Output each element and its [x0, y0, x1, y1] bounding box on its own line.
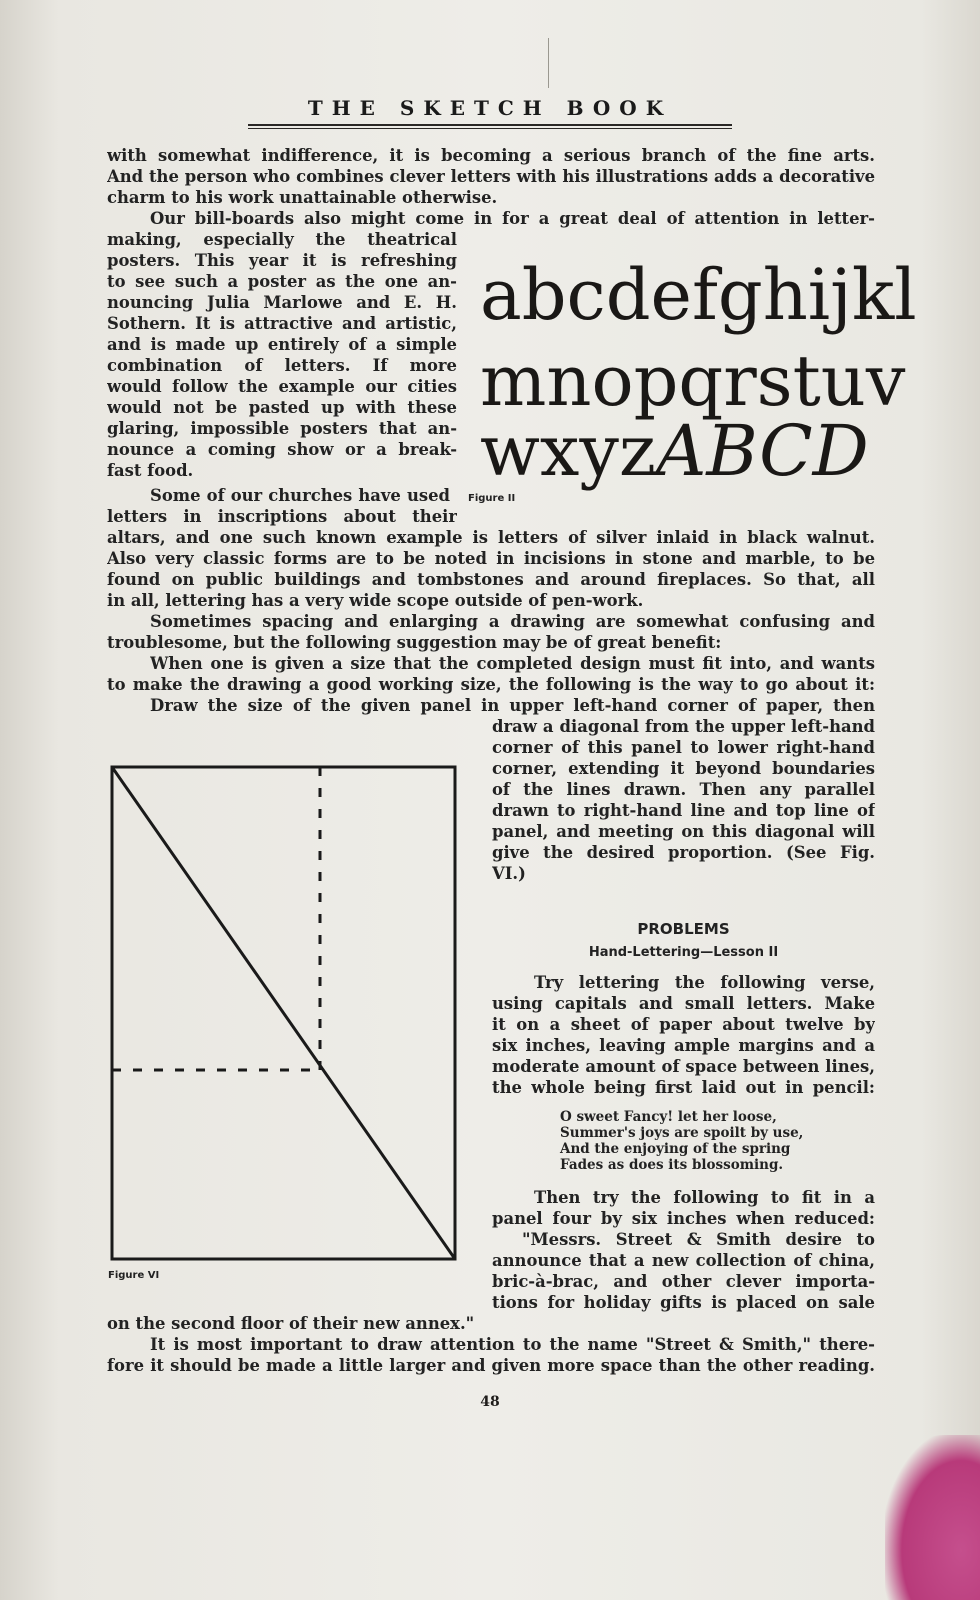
- text-line: would not be pasted up with these: [107, 398, 457, 417]
- text-line: Also very classic forms are to be noted in incisions in stone and marble, to be: [107, 549, 875, 568]
- figure-2-caption: Figure II: [468, 493, 516, 504]
- text-line: with somewhat indifference, it is becoming a serious branch of the fine arts.: [107, 146, 875, 165]
- text-line: Draw the size of the given panel in upper left-hand corner of paper, then: [150, 696, 875, 715]
- text-line: would follow the example our cities: [107, 377, 457, 396]
- alphabet-italic-caps: ABCD: [655, 410, 869, 492]
- text-line: it on a sheet of paper about twelve by: [492, 1015, 875, 1034]
- text-line: moderate amount of space between lines,: [492, 1057, 875, 1076]
- text-line: in all, lettering has a very wide scope outside of pen-work.: [107, 591, 644, 610]
- text-line: posters. This year it is refreshing: [107, 251, 457, 270]
- text-line: charm to his work unattainable otherwise.: [107, 188, 498, 207]
- figure-6-caption: Figure VI: [108, 1270, 160, 1281]
- text-line: using capitals and small letters. Make: [492, 994, 875, 1013]
- text-line: nounce a coming show or a break-: [107, 440, 457, 459]
- text-line: drawn to right-hand line and top line of: [492, 801, 875, 820]
- figure-6-diagram: [110, 765, 460, 1265]
- text-line: of the lines drawn. Then any parallel: [492, 780, 875, 799]
- text-line: Try lettering the following verse,: [534, 973, 875, 992]
- text-line: found on public buildings and tombstones and around fireplaces. So that, all: [107, 570, 875, 589]
- text-line: glaring, impossible posters that an-: [107, 419, 457, 438]
- text-line: to see such a poster as the one an-: [107, 272, 457, 291]
- poem-line: O sweet Fancy! let her loose,: [560, 1109, 777, 1125]
- text-line: six inches, leaving ample margins and a: [492, 1036, 875, 1055]
- alphabet-lowercase-end: wxyz: [480, 410, 656, 492]
- header-rule: [248, 124, 732, 126]
- header-rule-thin: [248, 128, 732, 129]
- binding-mark: [548, 38, 549, 88]
- text-line: And the person who combines clever letters with his illustrations adds a decorative: [107, 167, 875, 186]
- problems-subheading: Hand-Lettering—Lesson II: [588, 945, 779, 960]
- text-line: making, especially the theatrical: [107, 230, 457, 249]
- text-line: letters in inscriptions about their: [107, 507, 457, 526]
- text-line: altars, and one such known example is letters of silver inlaid in black walnut.: [107, 528, 875, 547]
- text-line: "Messrs. Street & Smith desire to: [522, 1230, 875, 1249]
- poem-line: Fades as does its blossoming.: [560, 1157, 784, 1173]
- text-line: nouncing Julia Marlowe and E. H.: [107, 293, 457, 312]
- text-line: fore it should be made a little larger and given more space than the other reading.: [107, 1356, 875, 1375]
- text-line: Sothern. It is attractive and artistic,: [107, 314, 457, 333]
- text-line: announce that a new collection of china,: [492, 1251, 875, 1270]
- text-line: the whole being first laid out in pencil:: [492, 1078, 875, 1097]
- text-line: bric-à-brac, and other clever importa-: [492, 1272, 875, 1291]
- text-line: Then try the following to fit in a: [534, 1188, 875, 1207]
- text-line: VI.): [492, 864, 526, 883]
- text-line: to make the drawing a good working size, the following is the way to go about it:: [107, 675, 875, 694]
- problems-heading: PROBLEMS: [637, 920, 730, 938]
- page-number: 48: [480, 1394, 500, 1410]
- running-header: THE SKETCH BOOK: [307, 96, 673, 120]
- poem-line: Summer's joys are spoilt by use,: [560, 1125, 804, 1141]
- text-line: Some of our churches have used: [150, 486, 450, 505]
- alphabet-line-1: abcdefghijkl: [480, 254, 917, 336]
- text-line: Sometimes spacing and enlarging a drawing are somewhat confusing and: [150, 612, 875, 631]
- text-line: troublesome, but the following suggestion may be of great benefit:: [107, 633, 722, 652]
- text-line: fast food.: [107, 461, 194, 480]
- text-line: corner of this panel to lower right-hand: [492, 738, 875, 757]
- text-line: on the second floor of their new annex.": [107, 1314, 475, 1333]
- text-line: panel, and meeting on this diagonal will: [492, 822, 875, 841]
- text-line: Our bill-boards also might come in for a great deal of attention in letter-: [150, 209, 875, 228]
- text-line: combination of letters. If more: [107, 356, 457, 375]
- alphabet-line-2: mnopqrstuv: [480, 340, 906, 422]
- text-line: When one is given a size that the completed design must fit into, and wants: [150, 654, 875, 673]
- text-line: draw a diagonal from the upper left-hand: [492, 717, 875, 736]
- text-line: tions for holiday gifts is placed on sale: [492, 1293, 875, 1312]
- alphabet-line-3: [480, 408, 880, 494]
- text-line: It is most important to draw attention to the name "Street & Smith," there-: [150, 1335, 875, 1354]
- text-line: give the desired proportion. (See Fig.: [492, 843, 875, 862]
- text-line: corner, extending it beyond boundaries: [492, 759, 875, 778]
- poem-line: And the enjoying of the spring: [560, 1141, 791, 1157]
- text-line: panel four by six inches when reduced:: [492, 1209, 875, 1228]
- diagram-diagonal: [112, 767, 455, 1259]
- thumb-edge: [885, 1435, 980, 1600]
- text-line: and is made up entirely of a simple: [107, 335, 457, 354]
